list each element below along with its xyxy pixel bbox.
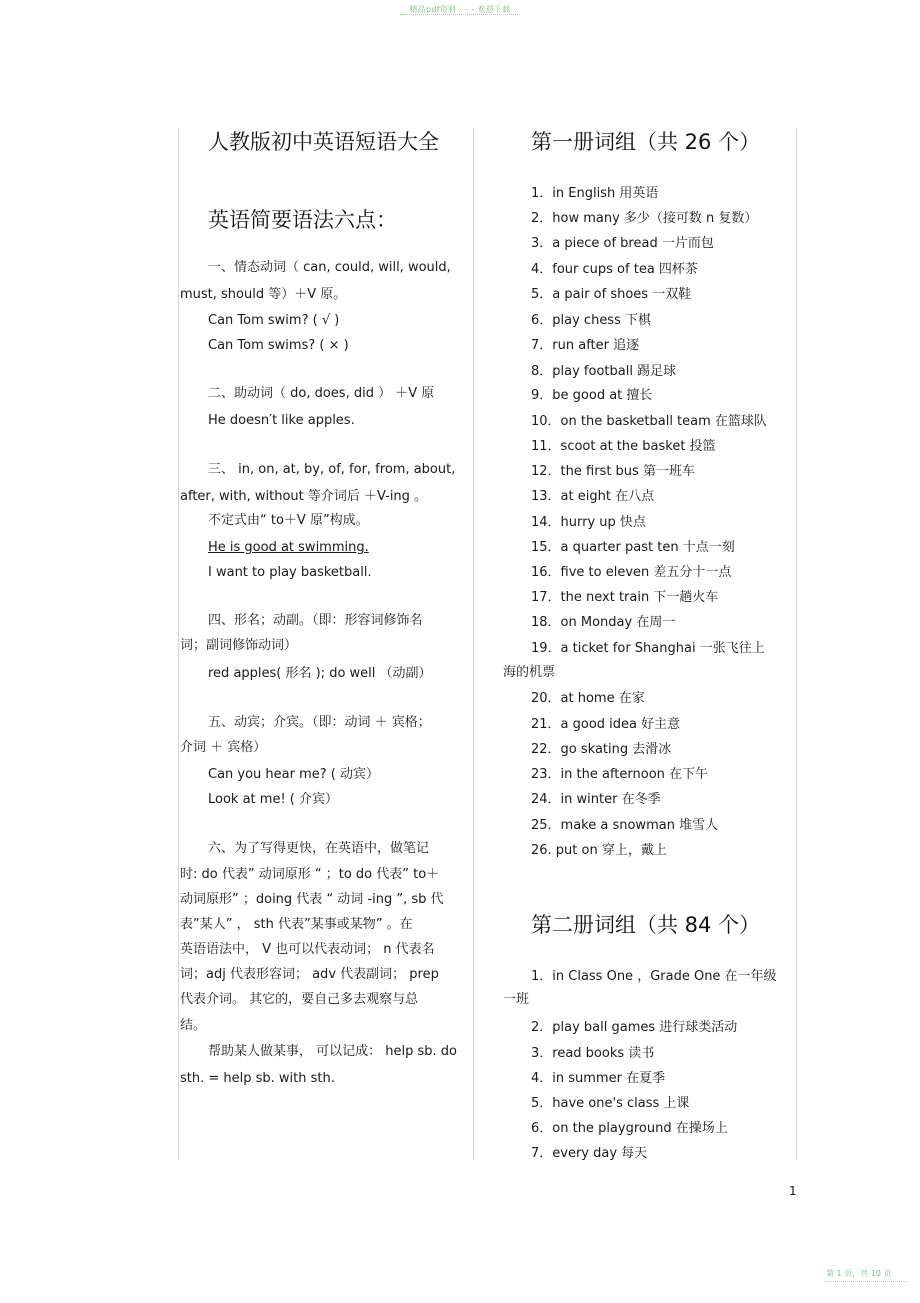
example-line: red apples( 形名 ); do well （动副） — [208, 666, 432, 681]
phrase-item: 20．at home 在家 — [531, 691, 645, 706]
page-number: 1 — [789, 1184, 797, 1198]
example-line: Can you hear me? ( 动宾） — [208, 767, 380, 782]
phrase-item: 4．four cups of tea 四杯茶 — [531, 262, 698, 277]
document-title: 人教版初中英语短语大全 — [208, 130, 439, 154]
grammar-line: 二、助动词（ do, does, did ） ＋V 原 — [208, 386, 435, 401]
phrase-item: 19．a ticket for Shanghai 一张飞往上 — [531, 641, 765, 656]
grammar-line: 结。 — [180, 1018, 207, 1033]
grammar-line: 三、 in, on, at, by, of, for, from, about, — [208, 462, 456, 477]
grammar-line: 六、为了写得更快，在英语中，做笔记 — [208, 841, 430, 856]
grammar-line: 四、形名；动副。（即：形容词修饰名 — [208, 613, 423, 628]
phrase-item: 3．read books 读书 — [531, 1046, 655, 1061]
phrase-item: 14．hurry up 快点 — [531, 515, 646, 530]
phrase-item: 12．the first bus 第一班车 — [531, 464, 695, 479]
download-banner: 精品pdf资料 - - - 欢迎下载 — [409, 5, 511, 14]
phrase-item: 1．in Class One ，Grade One 在一年级 — [531, 969, 777, 984]
phrase-item: 17．the next train 下一趟火车 — [531, 590, 719, 605]
grammar-line: 不定式由“ to＋V 原”构成。 — [208, 513, 369, 528]
phrase-item: 26. put on 穿上，戴上 — [531, 843, 667, 858]
example-line: Can Tom swims? ( × ) — [208, 338, 349, 353]
grammar-line: 帮助某人做某事， 可以记成： help sb. do — [208, 1044, 457, 1059]
grammar-line: must, should 等）＋V 原。 — [180, 287, 347, 302]
grammar-line: after, with, without 等介词后 ＋V-ing 。 — [180, 489, 428, 504]
phrase-item: 6．play chess 下棋 — [531, 313, 651, 328]
phrase-item: 3．a piece of bread 一片而包 — [531, 236, 714, 251]
example-line: He is good at swimming. — [208, 540, 369, 555]
example-line: I want to play basketball. — [208, 565, 372, 580]
phrase-item: 1．in English 用英语 — [531, 186, 659, 201]
section-2-title: 第二册词组（共 84 个） — [531, 913, 761, 937]
phrase-item: 2．how many 多少（接可数 n 复数） — [531, 211, 758, 226]
grammar-line: 介词 ＋ 宾格） — [180, 740, 267, 755]
grammar-line: 时: do 代表” 动词原形 “ ；to do 代表” to＋ — [180, 867, 440, 882]
phrase-item: 13．at eight 在八点 — [531, 489, 655, 504]
example-line: Look at me! ( 介宾） — [208, 792, 338, 807]
phrase-item: 7．every day 每天 — [531, 1146, 648, 1161]
phrase-item: 23．in the afternoon 在下午 — [531, 767, 709, 782]
column-rule-right — [796, 128, 797, 1160]
phrase-item: 4．in summer 在夏季 — [531, 1071, 666, 1086]
phrase-item: 5．a pair of shoes 一双鞋 — [531, 287, 692, 302]
grammar-line: 五、动宾；介宾。（即：动词 ＋ 宾格； — [208, 715, 431, 730]
grammar-line: 表”某人” ， sth 代表”某事或某物” 。在 — [180, 917, 413, 932]
grammar-line: sth. = help sb. with sth. — [180, 1071, 335, 1086]
footer-divider — [826, 1281, 906, 1284]
grammar-line: 一、情态动词（ can, could, will, would, — [208, 260, 451, 275]
phrase-item: 15．a quarter past ten 十点一刻 — [531, 540, 735, 555]
phrase-item: 8．play football 踢足球 — [531, 364, 677, 379]
phrase-item: 18．on Monday 在周一 — [531, 615, 676, 630]
phrase-item: 5．have one's class 上课 — [531, 1096, 690, 1111]
phrase-item: 10．on the basketball team 在篮球队 — [531, 414, 767, 429]
phrase-item: 21．a good idea 好主意 — [531, 717, 681, 732]
section-1-title: 第一册词组（共 26 个） — [531, 130, 761, 154]
grammar-line: 代表介词。 其它的，要自己多去观察与总 — [180, 992, 419, 1007]
banner-divider — [400, 14, 520, 17]
grammar-line: 英语语法中， V 也可以代表动词； n 代表名 — [180, 942, 435, 957]
page-footer: 第 1 页，共 10 页 — [826, 1269, 892, 1278]
example-line: He doesn′t like apples. — [208, 413, 355, 428]
column-rule-left — [178, 128, 179, 1160]
phrase-item-cont: 海的机票 — [503, 665, 556, 680]
column-rule-middle — [473, 128, 474, 1160]
example-line: Can Tom swim? ( √ ) — [208, 313, 340, 328]
phrase-item: 2．play ball games 进行球类活动 — [531, 1020, 738, 1035]
grammar-line: 词；副词修饰动词） — [180, 638, 298, 653]
phrase-item: 24．in winter 在冬季 — [531, 792, 661, 807]
phrase-item-cont: 一班 — [503, 992, 530, 1007]
phrase-item: 9．be good at 擅长 — [531, 388, 653, 403]
grammar-line: 动词原形” ；doing 代表 “ 动词 -ing ”, sb 代 — [180, 892, 444, 907]
phrase-item: 7．run after 追逐 — [531, 338, 640, 353]
phrase-item: 25．make a snowman 堆雪人 — [531, 818, 719, 833]
phrase-item: 6．on the playground 在操场上 — [531, 1121, 728, 1136]
grammar-heading: 英语简要语法六点： — [208, 208, 397, 232]
phrase-item: 16．five to eleven 差五分十一点 — [531, 565, 732, 580]
phrase-item: 11．scoot at the basket 投篮 — [531, 439, 716, 454]
grammar-line: 词；adj 代表形容词； adv 代表副词； prep — [180, 967, 439, 982]
phrase-item: 22．go skating 去滑冰 — [531, 742, 672, 757]
